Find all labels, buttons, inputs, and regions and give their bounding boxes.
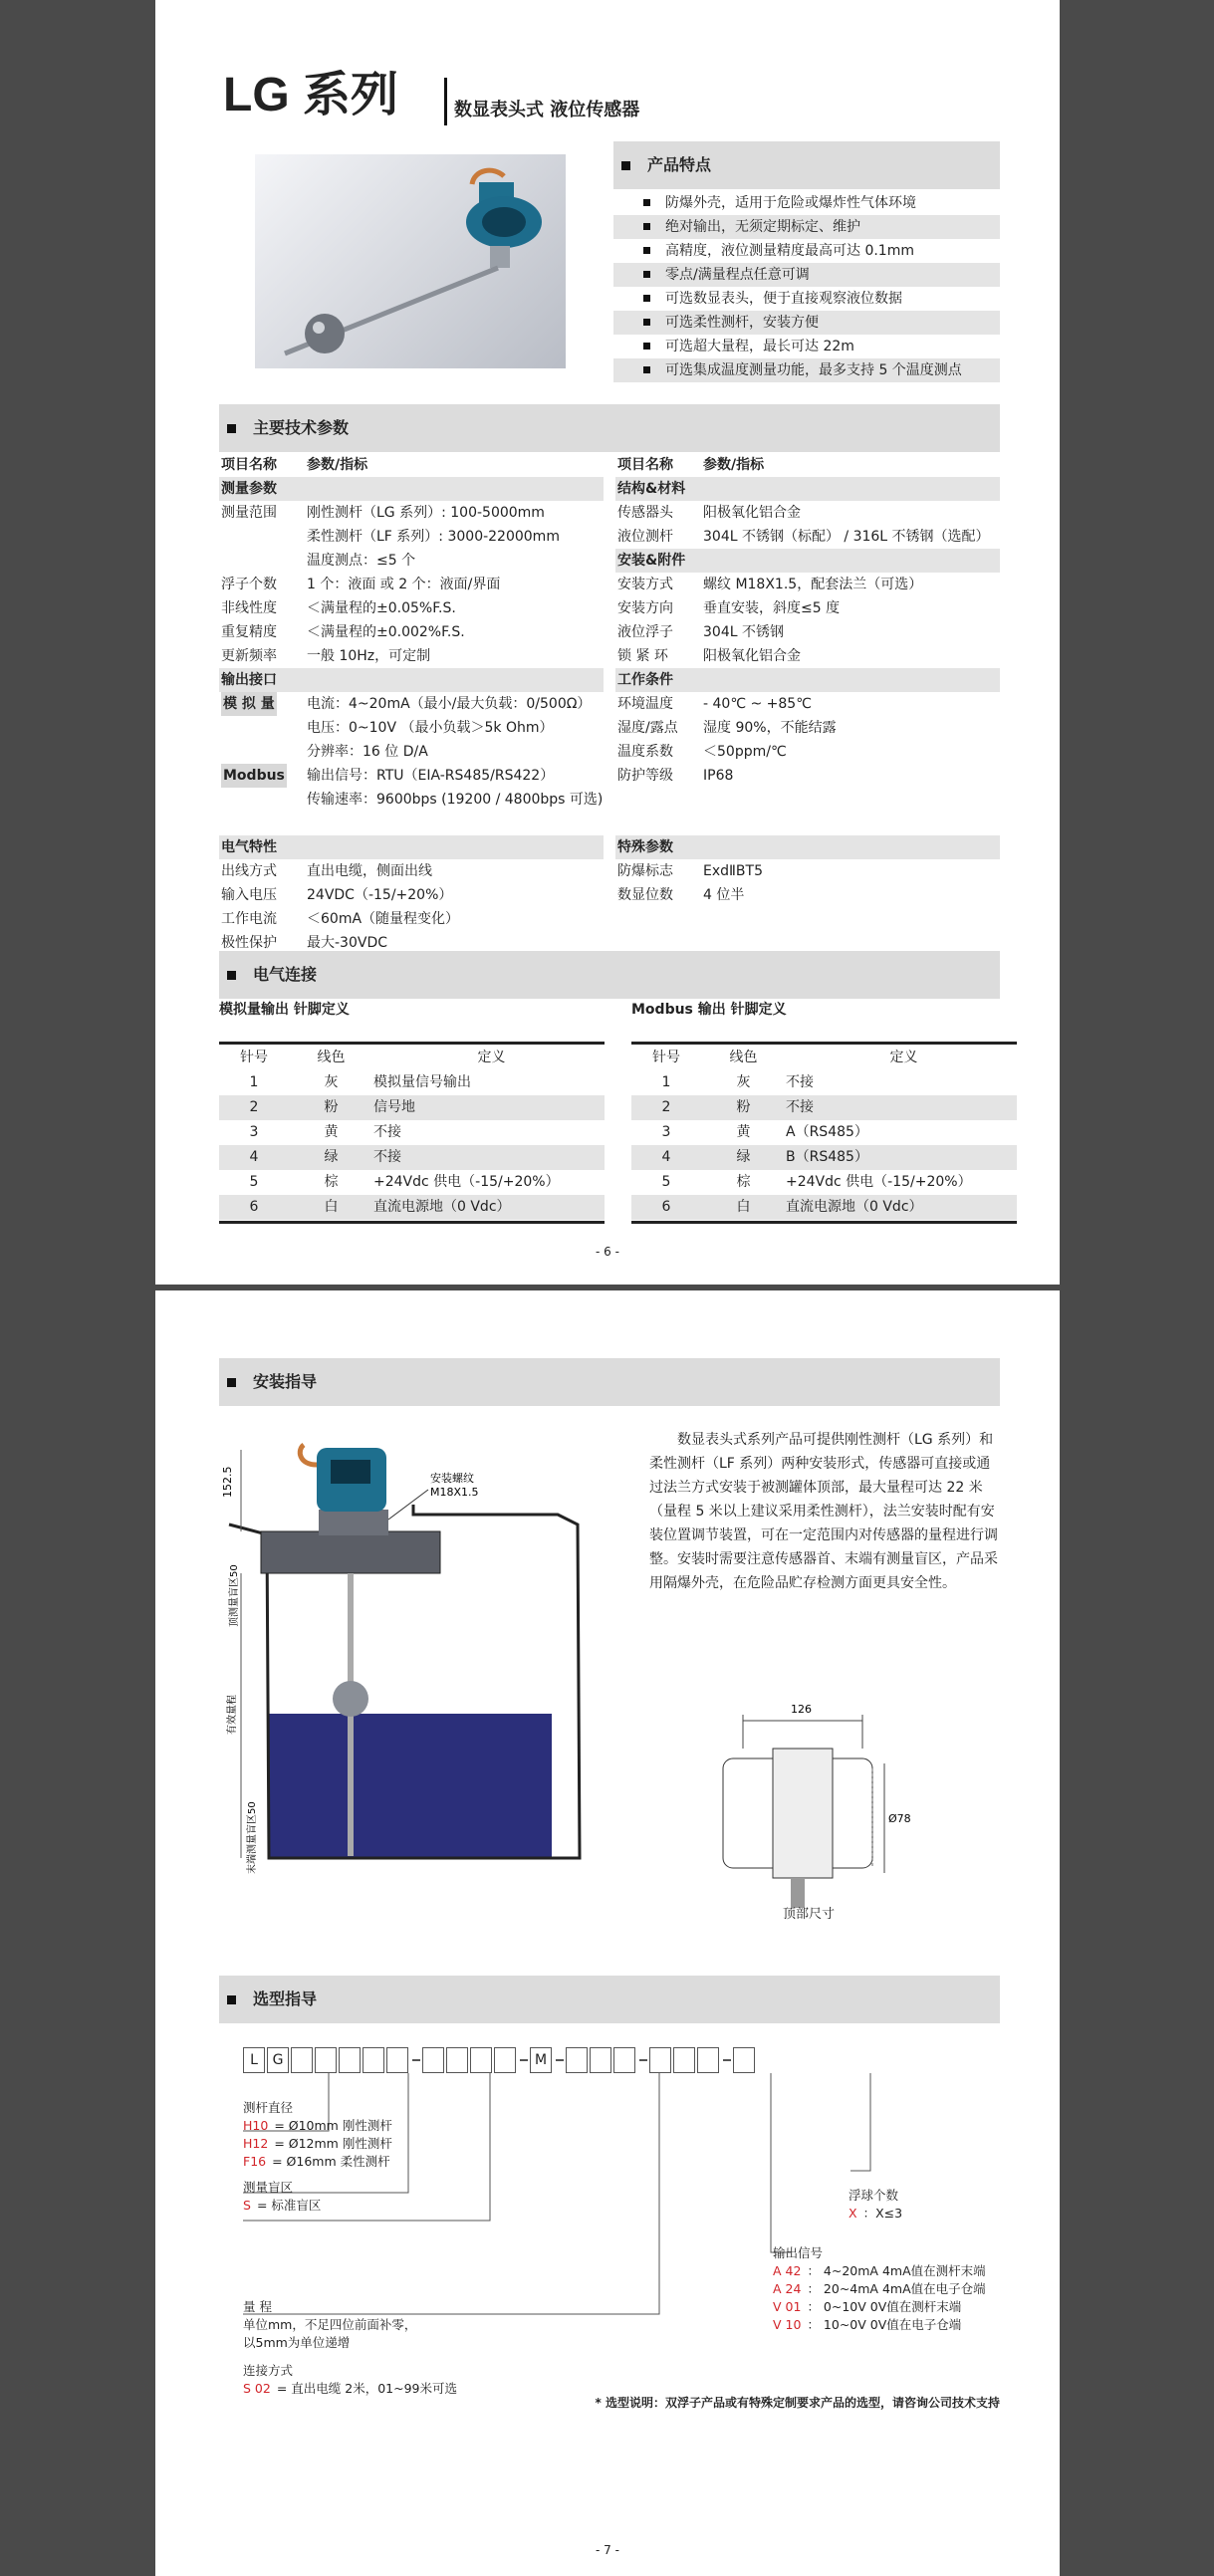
- range-title: 量 程: [243, 2299, 272, 2314]
- param-name: 液位测杆: [617, 529, 673, 545]
- analog-pin-table: [219, 1042, 605, 1226]
- feature-text: 可选柔性测杆，安装方便: [665, 315, 819, 331]
- table-cell: 6: [661, 1199, 671, 1215]
- param-row: [615, 477, 1000, 501]
- param-row: [219, 740, 604, 764]
- param-value: 304L 不锈钢（标配） / 316L 不锈钢（选配）: [703, 529, 990, 545]
- code-box: [673, 2047, 695, 2073]
- table-cell: 直流电源地（0 Vdc）: [373, 1199, 511, 1215]
- param-name: 湿度/露点: [617, 720, 678, 736]
- table-cell: 6: [249, 1199, 259, 1215]
- param-value: ＜60mA（随量程变化）: [307, 911, 460, 927]
- param-value: 输出信号：RTU（EIA-RS485/RS422）: [307, 768, 555, 784]
- option-code: V 01: [773, 2299, 802, 2314]
- table-header-cell: 线色: [729, 1050, 758, 1065]
- feature-item: [613, 191, 1000, 215]
- option-code: S: [243, 2198, 251, 2213]
- elec-heading-bar: [219, 951, 1000, 999]
- installation-diagram: [219, 1420, 637, 1908]
- feature-text: 高精度，液位测量精度最高可达 0.1mm: [665, 243, 914, 259]
- param-name: 项目名称: [221, 457, 277, 473]
- param-name: 测量范围: [221, 505, 277, 521]
- param-name: 防护等级: [617, 768, 673, 784]
- feature-item: [613, 215, 1000, 239]
- param-row: [615, 644, 1000, 668]
- param-value: 柔性测杆（LF 系列）: 3000-22000mm: [307, 529, 560, 545]
- feature-item: [613, 358, 1000, 382]
- param-row: [219, 883, 604, 907]
- modbus-pin-table: [631, 1042, 1017, 1226]
- option-code: X: [849, 2206, 857, 2221]
- option-desc: = Ø16mm 柔性测杆: [272, 2154, 390, 2169]
- param-row: [219, 859, 604, 883]
- option-desc: ：X≤3: [862, 2206, 903, 2221]
- conn-title: 连接方式: [243, 2363, 294, 2378]
- param-name: 安装方式: [617, 577, 673, 592]
- param-name: 重复精度: [221, 624, 277, 640]
- param-value: 刚性测杆（LG 系列）: 100-5000mm: [307, 505, 545, 521]
- param-section-label: 测量参数: [221, 481, 277, 497]
- bullet-square-icon: [643, 366, 650, 373]
- table-row: [631, 1170, 1017, 1195]
- param-value: 阳极氧化铝合金: [703, 505, 801, 521]
- code-dash: [520, 2059, 528, 2061]
- param-value: 4 位半: [703, 887, 745, 903]
- param-row: [219, 620, 604, 644]
- param-value: 湿度 90%，不能结露: [703, 720, 837, 736]
- option-row: [849, 2205, 902, 2223]
- table-row: [219, 1095, 605, 1120]
- option-row: [243, 2153, 390, 2171]
- param-section-label: 输出接口: [221, 672, 277, 688]
- page-7: [155, 1290, 1060, 2576]
- code-box: [339, 2047, 361, 2073]
- bullet-square-icon: [643, 319, 650, 326]
- feature-item: [613, 263, 1000, 287]
- param-section-label: 特殊参数: [617, 839, 673, 855]
- table-cell: 5: [661, 1174, 671, 1190]
- param-name: 数显位数: [617, 887, 673, 903]
- table-row: [219, 1120, 605, 1145]
- option-desc: ： 10~0V 0V值在电子仓端: [807, 2317, 962, 2332]
- feature-text: 可选超大量程，最长可达 22m: [665, 339, 854, 354]
- param-row: [219, 596, 604, 620]
- param-name: 锁 紧 环: [617, 648, 668, 664]
- code-box: [446, 2047, 468, 2073]
- selection-note: * 选型说明：双浮子产品或有特殊定制要求产品的选型，请咨询公司技术支持: [595, 2396, 1000, 2410]
- table-cell: 粉: [736, 1099, 751, 1115]
- select-heading: 选型指导: [253, 1990, 318, 2008]
- option-row: [773, 2280, 986, 2298]
- table-header-row: [631, 1046, 1017, 1070]
- dim-top-label: 152.5: [221, 1466, 234, 1498]
- param-row: [615, 835, 1000, 859]
- option-desc: = 直出电缆 2米，01~99米可选: [276, 2381, 457, 2396]
- range-line-2: 以5mm为单位递增: [243, 2335, 351, 2350]
- param-name: Modbus: [221, 764, 287, 788]
- param-value: 电流：4~20mA（最小/最大负载：0/500Ω）: [307, 696, 592, 712]
- table-cell: 灰: [324, 1074, 339, 1090]
- option-desc: ： 20~4mA 4mA值在电子仓端: [807, 2281, 986, 2296]
- param-value: 最大-30VDC: [307, 935, 387, 951]
- param-section-label: 安装&附件: [617, 553, 686, 569]
- param-row: [615, 501, 1000, 525]
- width-label: 126: [791, 1703, 812, 1716]
- table-top-rule: [631, 1042, 1017, 1045]
- analog-pin-title: 模拟量输出 针脚定义: [219, 1002, 350, 1018]
- code-box: [697, 2047, 719, 2073]
- option-desc: ： 4~20mA 4mA值在测杆末端: [807, 2263, 986, 2278]
- table-row: [631, 1095, 1017, 1120]
- table-cell: 不接: [373, 1124, 401, 1140]
- table-cell: 4: [661, 1149, 671, 1165]
- page-number: - 6 -: [596, 1245, 619, 1259]
- diameter-label: Ø78: [888, 1812, 911, 1825]
- table-cell: 1: [661, 1074, 671, 1090]
- option-row: [243, 2117, 392, 2135]
- table-bottom-rule: [631, 1221, 1017, 1224]
- output-title: 输出信号: [773, 2245, 824, 2260]
- bullet-square-icon: [643, 247, 650, 254]
- code-box: [470, 2047, 492, 2073]
- param-value: ＜满量程的±0.002%F.S.: [307, 624, 465, 640]
- table-cell: A（RS485）: [786, 1124, 868, 1140]
- option-desc: = Ø12mm 刚性测杆: [274, 2136, 392, 2151]
- option-row: [243, 2380, 457, 2398]
- bullet-square-icon: [643, 343, 650, 350]
- option-code: V 10: [773, 2317, 802, 2332]
- param-value: ＜满量程的±0.05%F.S.: [307, 600, 456, 616]
- param-row: [615, 883, 1000, 907]
- code-box: [590, 2047, 611, 2073]
- param-row: [219, 692, 604, 716]
- option-code: H10: [243, 2118, 269, 2133]
- feature-text: 零点/满量程点任意可调: [665, 267, 810, 283]
- option-row: [773, 2262, 986, 2280]
- option-desc: ： 0~10V 0V值在测杆末端: [807, 2299, 962, 2314]
- param-row: [219, 573, 604, 596]
- table-cell: +24Vdc 供电（-15/+20%）: [786, 1174, 972, 1190]
- param-row: [615, 692, 1000, 716]
- param-row: [219, 477, 604, 501]
- param-name: 非线性度: [221, 600, 277, 616]
- param-value: 参数/指标: [703, 457, 765, 473]
- param-row: [615, 525, 1000, 549]
- blind-bottom-label: 末端测量盲区50: [247, 1801, 258, 1874]
- page-number: - 7 -: [596, 2543, 619, 2557]
- table-header-cell: 针号: [240, 1050, 268, 1065]
- param-row: [615, 549, 1000, 573]
- param-value: ＜50ppm/℃: [703, 744, 787, 760]
- code-box: [363, 2047, 384, 2073]
- param-value: 温度测点：≤5 个: [307, 553, 416, 569]
- table-header-cell: 线色: [317, 1050, 346, 1065]
- table-cell: 2: [249, 1099, 259, 1115]
- table-cell: B（RS485）: [786, 1149, 868, 1165]
- feature-text: 可选集成温度测量功能，最多支持 5 个温度测点: [665, 362, 962, 378]
- param-row: [615, 859, 1000, 883]
- option-code: H12: [243, 2136, 269, 2151]
- table-header-cell: 针号: [652, 1050, 680, 1065]
- code-dash: [723, 2059, 731, 2061]
- rod-title: 测杆直径: [243, 2100, 294, 2115]
- table-cell: 白: [736, 1199, 751, 1215]
- code-box: [386, 2047, 408, 2073]
- install-description: 数显表头式系列产品可提供刚性测杆（LG 系列）和柔性测杆（LF 系列）两种安装形式，传感器可直接或通过法兰方式安装于被测罐体顶部，最大量程可达 22 米（量程 5 米以上建议采用柔性测杆），法兰安装时配有安装位置调节装置，可在一定范围内对传感器的量程进行调整。安装时需要注意传感器首、末端有测量盲区，产品采用隔爆外壳，在危险品贮存检测方面更具安全性。: [649, 1432, 998, 1591]
- param-name: 液位浮子: [617, 624, 673, 640]
- param-row: [219, 453, 604, 477]
- table-row: [219, 1195, 605, 1220]
- param-value: 1 个：液面 或 2 个：液面/界面: [307, 577, 501, 592]
- param-name: 环境温度: [617, 696, 673, 712]
- param-value: 螺纹 M18X1.5，配套法兰（可选）: [703, 577, 923, 592]
- code-letter-box: L: [243, 2047, 265, 2073]
- param-row: [219, 788, 604, 812]
- param-name: 输入电压: [221, 887, 277, 903]
- param-value: 参数/指标: [307, 457, 368, 473]
- param-name: 安装方向: [617, 600, 673, 616]
- bullet-square-icon: [643, 271, 650, 278]
- table-cell: 2: [661, 1099, 671, 1115]
- code-box: [422, 2047, 444, 2073]
- table-header-cell: 定义: [889, 1050, 918, 1065]
- param-name: 防爆标志: [617, 863, 673, 879]
- param-row: [615, 668, 1000, 692]
- code-dash: [639, 2059, 647, 2061]
- param-value: 直出电缆，侧面出线: [307, 863, 432, 879]
- param-row: [615, 596, 1000, 620]
- param-value: - 40℃ ~ +85℃: [703, 696, 812, 712]
- param-name: 更新频率: [221, 648, 277, 664]
- bullet-square-icon: [643, 295, 650, 302]
- param-row: [615, 764, 1000, 788]
- table-row: [219, 1145, 605, 1170]
- table-row: [631, 1145, 1017, 1170]
- product-photo: [255, 154, 566, 368]
- bullet-square-icon: [643, 223, 650, 230]
- table-cell: 棕: [324, 1174, 339, 1190]
- param-value: 垂直安装，斜度≤5 度: [703, 600, 841, 616]
- table-cell: 灰: [736, 1074, 751, 1090]
- table-header-cell: 定义: [477, 1050, 506, 1065]
- param-row: [219, 644, 604, 668]
- range-line-1: 单位mm，不足四位前面补零，: [243, 2317, 417, 2332]
- page-title: LG 系列: [223, 69, 398, 121]
- param-section-label: 电气特性: [221, 839, 277, 855]
- table-cell: 信号地: [373, 1099, 415, 1115]
- table-cell: 4: [249, 1149, 259, 1165]
- code-dash: [556, 2059, 564, 2061]
- option-code: A 24: [773, 2281, 802, 2296]
- param-row: [219, 549, 604, 573]
- option-desc: = Ø10mm 刚性测杆: [274, 2118, 392, 2133]
- param-row: [615, 453, 1000, 477]
- option-row: [243, 2135, 392, 2153]
- blind-top-label: 顶测量盲区50: [229, 1564, 240, 1627]
- code-box: [494, 2047, 516, 2073]
- bullet-square-icon: [227, 1378, 236, 1387]
- param-row: [219, 764, 604, 788]
- blind-title: 测量盲区: [243, 2180, 294, 2195]
- param-value: 24VDC（-15/+20%）: [307, 887, 453, 903]
- table-cell: 模拟量信号输出: [373, 1074, 471, 1090]
- code-dash: [412, 2059, 420, 2061]
- code-box: [291, 2047, 313, 2073]
- page-6: [155, 0, 1060, 1285]
- param-name: 工作电流: [221, 911, 277, 927]
- param-row: [219, 716, 604, 740]
- param-row: [615, 620, 1000, 644]
- table-cell: 3: [249, 1124, 259, 1140]
- code-box: [613, 2047, 635, 2073]
- bullet-square-icon: [227, 1995, 236, 2004]
- param-section-label: 工作条件: [617, 672, 673, 688]
- top-view-diagram: [713, 1699, 911, 1938]
- feature-text: 绝对输出，无须定期标定、维护: [665, 219, 860, 235]
- param-row: [219, 668, 604, 692]
- feature-item: [613, 287, 1000, 311]
- thread-label: 安装螺纹: [430, 1472, 474, 1485]
- table-cell: 黄: [736, 1124, 751, 1140]
- feature-item: [613, 335, 1000, 358]
- table-cell: 不接: [373, 1149, 401, 1165]
- param-row: [219, 525, 604, 549]
- modbus-pin-title: Modbus 输出 针脚定义: [631, 1002, 787, 1018]
- param-value: 传输速率：9600bps (19200 / 4800bps 可选): [307, 792, 604, 808]
- param-value: ExdⅡBT5: [703, 863, 763, 879]
- feature-item: [613, 311, 1000, 335]
- option-row: [773, 2298, 961, 2316]
- table-cell: 3: [661, 1124, 671, 1140]
- title-divider: [444, 78, 447, 125]
- install-heading-bar: [219, 1358, 1000, 1406]
- bullet-square-icon: [643, 199, 650, 206]
- table-cell: 粉: [324, 1099, 339, 1115]
- table-row: [219, 1070, 605, 1095]
- bullet-square-icon: [227, 971, 236, 980]
- param-name: 项目名称: [617, 457, 673, 473]
- table-row: [219, 1170, 605, 1195]
- features-list: [613, 191, 1000, 382]
- param-value: 电压：0~10V （最小负载＞5k Ohm）: [307, 720, 554, 736]
- bullet-square-icon: [621, 161, 630, 170]
- thread-spec-label: M18X1.5: [430, 1486, 479, 1499]
- param-name: 浮子个数: [221, 577, 277, 592]
- param-value: IP68: [703, 768, 734, 784]
- page-subtitle: 数显表头式 液位传感器: [454, 100, 640, 120]
- option-code: S 02: [243, 2381, 271, 2396]
- code-letter-box: M: [530, 2047, 552, 2073]
- table-cell: 不接: [786, 1074, 814, 1090]
- table-row: [631, 1070, 1017, 1095]
- table-cell: 1: [249, 1074, 259, 1090]
- table-cell: 棕: [736, 1174, 751, 1190]
- select-heading-bar: [219, 1976, 1000, 2023]
- top-view-label: 顶部尺寸: [783, 1907, 836, 1922]
- param-name: 温度系数: [617, 744, 673, 760]
- table-cell: 白: [324, 1199, 339, 1215]
- float-title: 浮球个数: [849, 2188, 899, 2203]
- param-row: [615, 573, 1000, 596]
- param-row: [219, 501, 604, 525]
- feature-item: [613, 239, 1000, 263]
- param-name: 传感器头: [617, 505, 673, 521]
- feature-text: 防爆外壳，适用于危险或爆炸性气体环境: [665, 195, 916, 211]
- code-letter-box: G: [267, 2047, 289, 2073]
- table-cell: 黄: [324, 1124, 339, 1140]
- table-cell: 5: [249, 1174, 259, 1190]
- param-row: [219, 835, 604, 859]
- features-heading: 产品特点: [647, 155, 712, 174]
- param-row: [615, 716, 1000, 740]
- code-box: [315, 2047, 337, 2073]
- elec-heading: 电气连接: [253, 965, 318, 984]
- code-box: [566, 2047, 588, 2073]
- param-row: [615, 740, 1000, 764]
- param-name: 极性保护: [221, 935, 277, 951]
- param-value: 304L 不锈钢: [703, 624, 784, 640]
- range-label: 有效量程: [227, 1695, 238, 1735]
- option-row: [773, 2316, 961, 2334]
- param-value: 分辨率：16 位 D/A: [307, 744, 428, 760]
- option-code: F16: [243, 2154, 267, 2169]
- table-header-row: [219, 1046, 605, 1070]
- table-cell: 直流电源地（0 Vdc）: [786, 1199, 923, 1215]
- table-bottom-rule: [219, 1221, 605, 1224]
- table-top-rule: [219, 1042, 605, 1045]
- option-desc: = 标准盲区: [256, 2198, 322, 2213]
- param-row: [219, 907, 604, 931]
- param-value: 一般 10Hz，可定制: [307, 648, 431, 664]
- feature-text: 可选数显表头，便于直接观察液位数据: [665, 291, 902, 307]
- params-heading: 主要技术参数: [253, 418, 350, 437]
- code-box: [649, 2047, 671, 2073]
- table-cell: 绿: [736, 1149, 751, 1165]
- table-cell: 绿: [324, 1149, 339, 1165]
- features-heading-bar: [613, 141, 1000, 189]
- table-row: [631, 1120, 1017, 1145]
- bullet-square-icon: [227, 424, 236, 433]
- param-value: 阳极氧化铝合金: [703, 648, 801, 664]
- option-code: A 42: [773, 2263, 802, 2278]
- table-cell: +24Vdc 供电（-15/+20%）: [373, 1174, 560, 1190]
- table-cell: 不接: [786, 1099, 814, 1115]
- table-row: [631, 1195, 1017, 1220]
- code-box: [733, 2047, 755, 2073]
- params-heading-bar: [219, 404, 1000, 452]
- param-section-label: 结构&材料: [617, 481, 686, 497]
- param-name: 出线方式: [221, 863, 277, 879]
- install-heading: 安装指导: [253, 1372, 318, 1391]
- param-name: 模 拟 量: [221, 692, 277, 716]
- option-row: [243, 2197, 321, 2215]
